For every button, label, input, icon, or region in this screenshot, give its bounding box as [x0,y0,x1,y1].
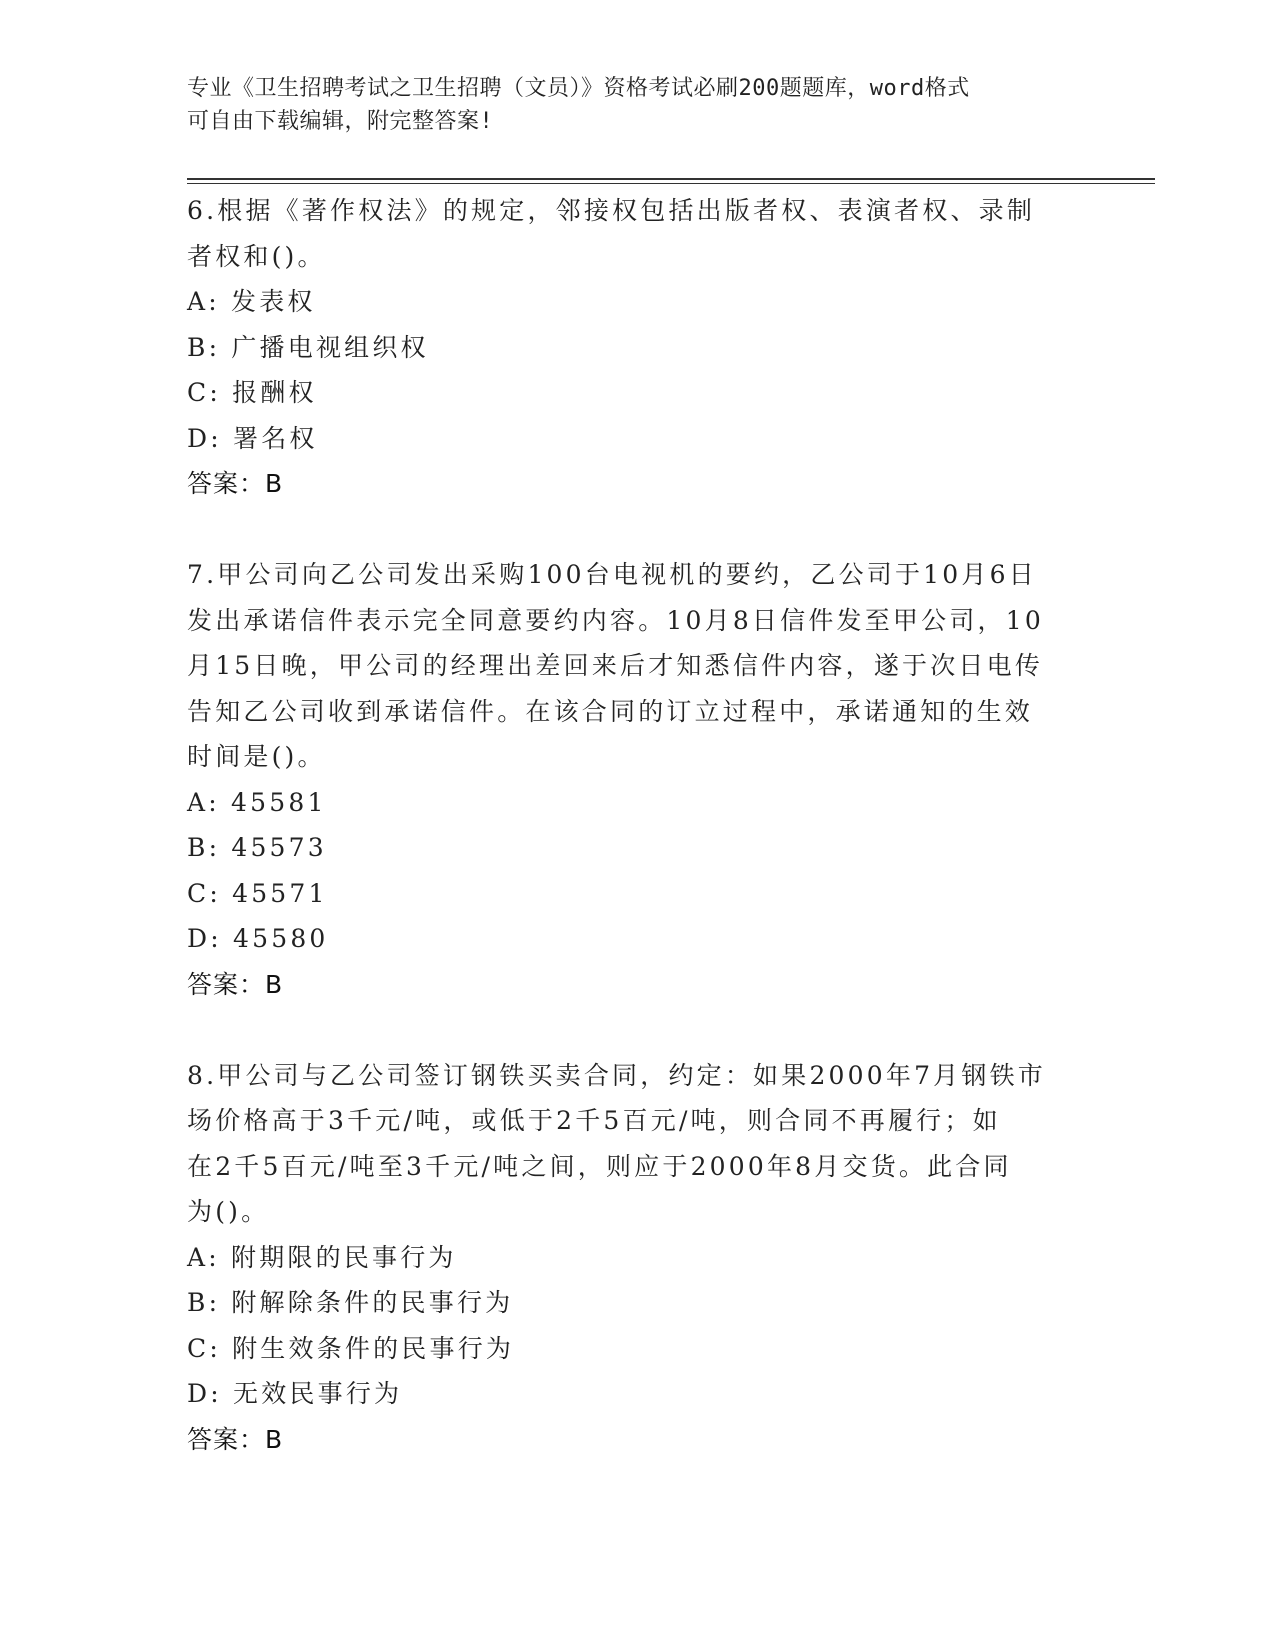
option-b: B: 附解除条件的民事行为 [187,1288,514,1317]
question-text-line: 为()。 [187,1197,270,1226]
question-text-line: 7.甲公司向乙公司发出采购100台电视机的要约，乙公司于10月6日 [187,560,1037,589]
option-a: A: 附期限的民事行为 [187,1242,457,1272]
question-6 [187,188,1087,507]
option-c: C: 45571 [187,878,328,908]
question-spacer [187,507,1087,553]
option-d: D: 署名权 [187,423,318,453]
question-7 [187,552,1087,1007]
header-divider-thick [187,178,1155,180]
option-c: C: 附生效条件的民事行为 [187,1333,515,1363]
question-text-line: 6.根据《著作权法》的规定，邻接权包括出版者权、表演者权、录制 [187,196,1036,225]
question-spacer [187,1007,1087,1053]
question-text-line: 8.甲公司与乙公司签订钢铁买卖合同，约定：如果2000年7月钢铁市 [187,1060,1046,1090]
question-text-line: 在2千5百元/吨至3千元/吨之间，则应于2000年8月交货。此合同 [187,1151,1012,1181]
option-c: C: 报酬权 [187,378,317,407]
question-text-line: 者权和()。 [187,241,326,271]
option-a: A: 45581 [187,787,327,817]
answer-label: 答案：B [187,969,284,999]
question-8 [187,1053,1087,1463]
header-line-2: 可自由下载编辑，附完整答案! [187,109,494,134]
answer-label: 答案：B [187,1424,284,1454]
option-a: A: 发表权 [187,287,316,316]
question-text-line: 月15日晚，甲公司的经理出差回来后才知悉信件内容，遂于次日电传 [187,651,1044,680]
question-text-line: 场价格高于3千元/吨，或低于2千5百元/吨，则合同不再履行；如 [187,1106,1001,1135]
header-divider-thin [187,183,1155,184]
option-b: B: 广播电视组织权 [187,332,429,362]
question-text-line: 时间是()。 [187,742,326,771]
option-b: B: 45573 [187,833,327,862]
answer-label: 答案：B [187,469,284,498]
question-list [187,188,1087,1462]
header-line-1: 专业《卫生招聘考试之卫生招聘（文员）》资格考试必刷200题题库，word格式 [187,76,970,101]
question-text-line: 发出承诺信件表示完全同意要约内容。10月8日信件发至甲公司，10 [187,605,1044,635]
question-text [187,552,1077,780]
option-d: D: 无效民事行为 [187,1379,403,1408]
option-d: D: 45580 [187,924,329,953]
question-text [187,1053,1077,1235]
question-text-line: 告知乙公司收到承诺信件。在该合同的订立过程中，承诺通知的生效 [187,696,1034,726]
question-text [187,188,1077,279]
document-header [187,72,1067,138]
